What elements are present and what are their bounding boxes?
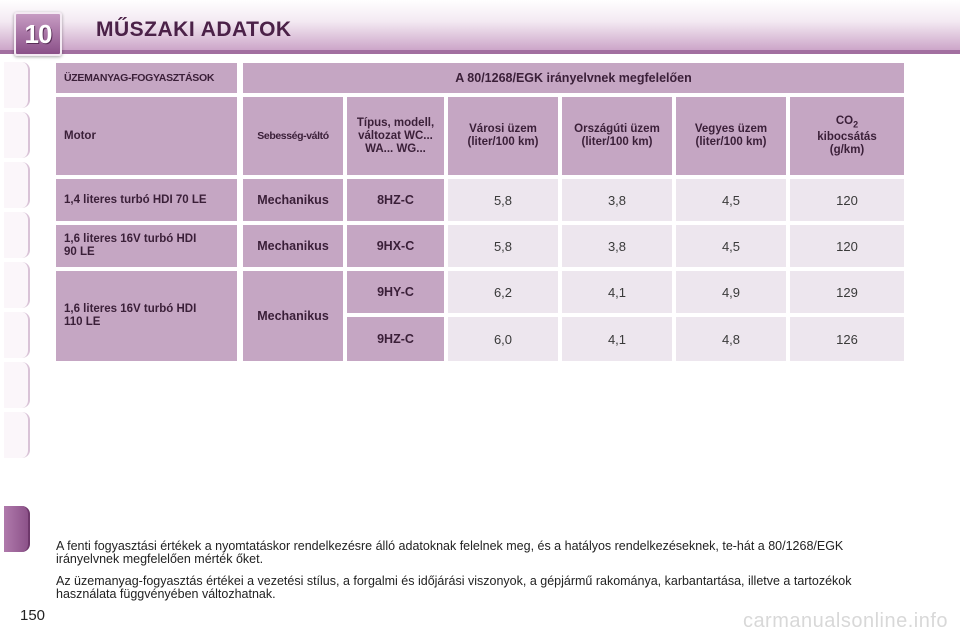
type-code: 9HX-C — [347, 225, 444, 267]
engine-label: 1,4 literes turbó HDI 70 LE — [56, 179, 237, 221]
header-divider — [0, 50, 960, 54]
co2-value: 129 — [790, 271, 904, 313]
gearbox-label: Mechanikus — [243, 179, 343, 221]
co2-unit-label: kibocsátás (g/km) — [817, 131, 877, 157]
chapter-tab-active[interactable] — [4, 506, 30, 552]
co2-value: 120 — [790, 225, 904, 267]
col-header-motor: Motor — [56, 97, 237, 175]
chapter-tab[interactable] — [4, 162, 30, 208]
engine-label: 1,6 literes 16V turbó HDI 110 LE — [56, 271, 237, 361]
city-value: 6,2 — [448, 271, 558, 313]
type-code: 9HZ-C — [347, 317, 444, 361]
gearbox-label: Mechanikus — [243, 225, 343, 267]
type-code: 9HY-C — [347, 271, 444, 313]
type-code: 8HZ-C — [347, 179, 444, 221]
col-header-mixed: Vegyes üzem (liter/100 km) — [676, 97, 786, 175]
chapter-tab[interactable] — [4, 412, 30, 458]
city-value: 5,8 — [448, 225, 558, 267]
chapter-tab[interactable] — [4, 112, 30, 158]
col-header-co2 — [790, 97, 904, 175]
co2-text: CO — [835, 114, 854, 127]
note-paragraph-2: Az üzemanyag-fogyasztás értékei a vezetési stílus, a forgalmi és időjárási viszonyok, a gépjármű rakománya, karbantartása, illetve a tartozékok használata függvényében változhatnak. — [56, 574, 852, 601]
co2-subscript: 2 — [853, 119, 859, 130]
chapter-tab[interactable] — [4, 212, 30, 258]
watermark: carmanualsonline.info — [742, 610, 948, 632]
page-number: 150 — [20, 607, 46, 624]
mixed-value: 4,5 — [676, 179, 786, 221]
road-value: 3,8 — [562, 179, 672, 221]
gearbox-label: Mechanikus — [243, 271, 343, 361]
chapter-number: 10 — [24, 18, 52, 49]
col-header-road: Országúti üzem (liter/100 km) — [562, 97, 672, 175]
col-header-gearbox: Sebesség-váltó — [243, 97, 343, 175]
chapter-tab[interactable] — [4, 62, 30, 108]
chapter-badge — [14, 12, 62, 56]
mixed-value: 4,9 — [676, 271, 786, 313]
section-label: ÜZEMANYAG-FOGYASZTÁSOK — [56, 63, 237, 93]
engine-label: 1,6 literes 16V turbó HDI 90 LE — [56, 225, 237, 267]
city-value: 6,0 — [448, 317, 558, 361]
chapter-tabs — [0, 62, 32, 577]
road-value: 4,1 — [562, 317, 672, 361]
mixed-value: 4,8 — [676, 317, 786, 361]
page-title: MŰSZAKI ADATOK — [96, 18, 292, 41]
directive-header: A 80/1268/EGK irányelvnek megfelelően — [243, 63, 904, 93]
city-value: 5,8 — [448, 179, 558, 221]
co2-value: 120 — [790, 179, 904, 221]
road-value: 3,8 — [562, 225, 672, 267]
co2-label — [836, 115, 858, 131]
col-header-city: Városi üzem (liter/100 km) — [448, 97, 558, 175]
road-value: 4,1 — [562, 271, 672, 313]
note-paragraph-1: A fenti fogyasztási értékek a nyomtatáskor rendelkezésre álló adatoknak felelnek meg, és a hatályos rendelkezéseknek, te-hát a 80/1268/EGK irányelvnek megfelelően mérték őket. — [56, 539, 844, 566]
chapter-tab[interactable] — [4, 312, 30, 358]
mixed-value: 4,5 — [676, 225, 786, 267]
col-header-type: Típus, modell, változat WC... WA... WG... — [347, 97, 444, 175]
chapter-tab[interactable] — [4, 262, 30, 308]
co2-value: 126 — [790, 317, 904, 361]
chapter-tab[interactable] — [4, 362, 30, 408]
